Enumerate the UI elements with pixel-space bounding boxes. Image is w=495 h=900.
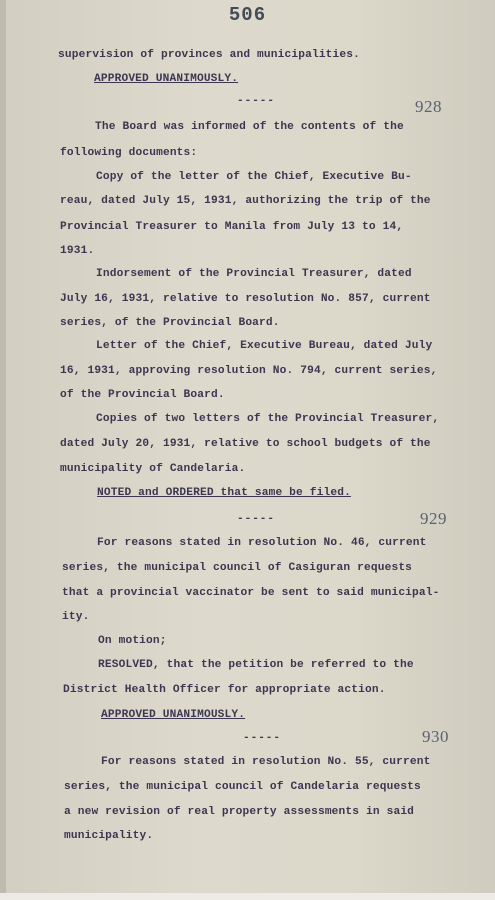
separator: ----- bbox=[237, 513, 276, 525]
noted-and-ordered bbox=[97, 487, 351, 499]
page-binding-edge bbox=[0, 0, 6, 900]
noted-and-ordered-text: NOTED and ORDERED that same be filed. bbox=[97, 487, 351, 499]
scan-footer-strip bbox=[0, 893, 495, 900]
text-line: For reasons stated in resolution No. 46, current bbox=[97, 537, 427, 549]
item-number-929: 929 bbox=[420, 509, 447, 528]
text-line: that a provincial vaccinator be sent to said municipal- bbox=[62, 587, 440, 599]
text-line: 16, 1931, approving resolution No. 794, current series, bbox=[60, 365, 438, 377]
text-line: municipality. bbox=[64, 830, 154, 842]
text-line: supervision of provinces and municipalities. bbox=[58, 49, 360, 61]
approved-unanimously: APPROVED UNANIMOUSLY. bbox=[94, 73, 239, 85]
text-line: The Board was informed of the contents of the bbox=[95, 121, 404, 133]
text-line: of the Provincial Board. bbox=[60, 389, 225, 401]
text-line: For reasons stated in resolution No. 55, current bbox=[101, 756, 431, 768]
text-line: dated July 20, 1931, relative to school budgets of the bbox=[60, 438, 431, 450]
text-line: Copy of the letter of the Chief, Executive Bu- bbox=[96, 171, 412, 183]
text-line: July 16, 1931, relative to resolution No. 857, current bbox=[60, 293, 431, 305]
separator: ----- bbox=[237, 95, 276, 107]
text-line: Copies of two letters of the Provincial Treasurer, bbox=[96, 413, 440, 425]
text-line: series, the municipal council of Casiguran requests bbox=[62, 562, 413, 574]
text-line: series, the municipal council of Candelaria requests bbox=[64, 781, 421, 793]
text-line: ity. bbox=[62, 611, 90, 623]
page-number: 506 bbox=[228, 4, 267, 26]
separator: ----- bbox=[243, 732, 282, 744]
text-line: 1931. bbox=[60, 245, 95, 257]
approved-unanimously: APPROVED UNANIMOUSLY. bbox=[101, 709, 246, 721]
text-line: On motion; bbox=[98, 635, 167, 647]
text-line: Indorsement of the Provincial Treasurer, dated bbox=[96, 268, 412, 280]
text-line: Letter of the Chief, Executive Bureau, dated July bbox=[96, 340, 433, 352]
item-number-930: 930 bbox=[422, 727, 449, 746]
text-line: following documents: bbox=[60, 147, 198, 159]
text-line: series, of the Provincial Board. bbox=[60, 317, 280, 329]
text-line: municipality of Candelaria. bbox=[60, 463, 246, 475]
item-number-928: 928 bbox=[415, 97, 442, 116]
text-line: Provincial Treasurer to Manila from July 13 to 14, bbox=[60, 221, 404, 233]
text-line: RESOLVED, that the petition be referred to the bbox=[98, 659, 414, 671]
text-line: reau, dated July 15, 1931, authorizing the trip of the bbox=[60, 195, 431, 207]
text-line: District Health Officer for appropriate action. bbox=[63, 684, 386, 696]
text-line: a new revision of real property assessments in said bbox=[64, 806, 415, 818]
